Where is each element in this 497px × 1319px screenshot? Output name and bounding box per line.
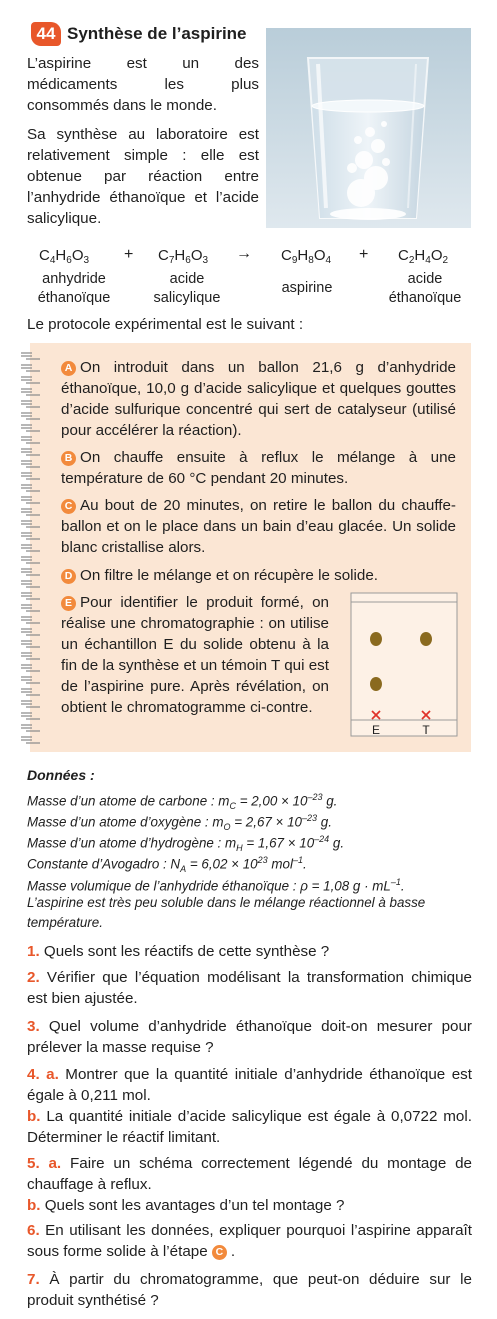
formula-aspirin: $C_9H_8O_4$ <box>281 247 332 266</box>
exercise-number-badge: 44 <box>31 22 61 46</box>
question-7: 7. À partir du chromatogramme, que peut-on déduire sur le produit synthétisé ? <box>27 1271 472 1309</box>
step-letter-badge: C <box>212 1245 227 1260</box>
step-letter-badge: B <box>61 451 76 466</box>
data-hydrogen-mass: Masse d’un atome d’hydrogène : $m_H = 1,67 \times 10^{-24}$ g. <box>27 834 345 854</box>
formula-acetic-acid: $C_2H_4O_2$ <box>398 247 449 266</box>
protocol-step-d: D On filtre le mélange et on récupère le solide. <box>61 565 456 586</box>
question-5a: 5. a. Faire un schéma correctement légendé du montage de chauffage à reflux. <box>27 1155 472 1193</box>
step-letter-badge: A <box>61 361 76 376</box>
exercise-header <box>31 22 269 47</box>
label-aspirin: aspirine <box>281 280 333 296</box>
plus-sign: + <box>124 246 134 263</box>
label-e: E <box>371 723 381 737</box>
data-oxygen-mass: Masse d’un atome d’oxygène : $m_O = 2,67 \times 10^{-23}$ g. <box>27 813 332 833</box>
step-letter-badge: D <box>61 569 76 584</box>
spot-t <box>420 632 432 646</box>
plus-sign: + <box>359 246 369 263</box>
question-6: 6. En utilisant les données, expliquer pourquoi l’aspirine apparaît sous forme solide à l’étape C . <box>27 1222 472 1260</box>
protocol-step-c: C Au bout de 20 minutes, on retire le ballon du chauffe-ballon et on le place dans un bain d’eau glacée. Un solide blanc cristallise alors. <box>61 497 456 556</box>
label-acetic-anhydride: anhydride éthanoïque <box>37 271 111 306</box>
chromatogram-figure <box>350 592 458 737</box>
data-avogadro: Constante d’Avogadro : $N_A = 6,02 \times 10^{23}$ mol$^{-1}$. <box>27 855 307 875</box>
question-5b: b. Quels sont les avantages d’un tel montage ? <box>27 1197 345 1214</box>
exercise-title: Synthèse de l’aspirine <box>67 24 247 43</box>
question-2: 2. Vérifier que l’équation modélisant la transformation chimique est bien ajustée. <box>27 969 472 1007</box>
data-density: Masse volumique de l’anhydride éthanoïque : ρ = 1,08 $g \cdot mL^{-1}$. <box>27 877 405 894</box>
data-carbon-mass: Masse d’un atome de carbone : $m_C = 2,00 \times 10^{-23}$ g. <box>27 792 338 812</box>
step-letter-badge: C <box>61 499 76 514</box>
data-solubility-line-2: température. <box>27 915 103 930</box>
label-salicylic-acid: acide salicylique <box>153 271 221 306</box>
chemical-equation <box>0 243 497 313</box>
chromatogram-plate <box>351 593 457 736</box>
formula-acetic-anhydride: $C_4H_6O_3$ <box>39 247 90 266</box>
intro-paragraph-2: Sa synthèse au laboratoire est relativement simple : elle est obtenue par réaction entre l’anhydride éthanoïque et l’acide salicylique. <box>27 126 259 227</box>
question-4a: 4. a. Montrer que la quantité initiale d’anhydride éthanoïque est égale à 0,211 mol. <box>27 1066 472 1104</box>
spot-e-upper <box>370 632 382 646</box>
formula-salicylic-acid: $C_7H_6O_3$ <box>158 247 209 266</box>
protocol-step-b: B On chauffe ensuite à reflux le mélange à une température de 60 °C pendant 20 minutes. <box>61 449 456 487</box>
question-4b: b. La quantité initiale d’acide salicylique est égale à 0,0722 mol. Déterminer le réactif limitant. <box>27 1108 472 1146</box>
step-letter-badge: E <box>61 596 76 611</box>
protocol-intro: Le protocole expérimental est le suivant : <box>27 316 304 333</box>
label-t: T <box>422 723 430 737</box>
data-title: Données : <box>27 767 95 783</box>
protocol-step-e: E Pour identifier le produit formé, on réalise une chromatographie : on utilise un échantillon E du solide obtenu à la fin de la synthèse et un témoin T qui est de l’aspirine pure. Après révélation, on obtient le chromatogramme ci-contre. <box>61 594 329 716</box>
label-acetic-acid: acide éthanoïque <box>388 271 462 306</box>
protocol-step-a: A On introduit dans un ballon 21,6 g d’anhydride éthanoïque, 10,0 g d’acide salicylique et quelques gouttes d’acide sulfurique concentré qui sert de catalyseur (utilisé pour accélérer la réaction). <box>61 359 456 439</box>
data-solubility-line-1: L’aspirine est très peu soluble dans le mélange réactionnel à basse <box>27 895 426 910</box>
intro-paragraph-1: L’aspirine est un des médicaments les plus consommés dans le monde. <box>27 55 259 114</box>
notebook-spiral-icon <box>20 350 42 745</box>
spot-e-lower <box>370 677 382 691</box>
reaction-arrow: → <box>236 245 252 262</box>
question-1: 1. Quels sont les réactifs de cette synthèse ? <box>27 943 330 960</box>
question-3: 3. Quel volume d’anhydride éthanoïque doit-on mesurer pour prélever la masse requise ? <box>27 1018 472 1056</box>
aspirin-glass-photo <box>266 28 471 228</box>
